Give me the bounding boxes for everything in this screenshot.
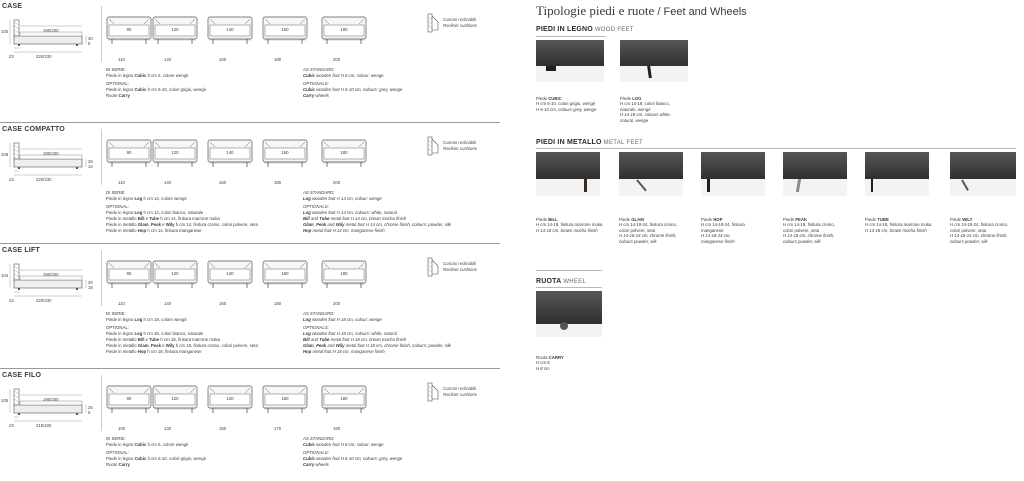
overall-width-label: 190	[333, 426, 341, 431]
overall-width-label: 170	[274, 426, 282, 431]
bed-top-view-180	[321, 260, 371, 294]
mattress-width-label: 90	[126, 271, 132, 276]
recliner-cushion-icon	[427, 257, 441, 282]
overall-width-label: 110	[118, 57, 125, 62]
mattress-width-label: 90	[126, 150, 132, 155]
bed-profile-diagram	[1, 141, 96, 187]
bed-top-view-140	[207, 260, 257, 294]
total-width-label: 215/225	[36, 423, 52, 428]
wily-caption: Piede WILY H cm 14-18-24, finitura cromo, colori polvere, seta H 14-18-24 cm, chrome finish, colours powder, silk	[950, 217, 1009, 244]
foot-height-label: 6	[88, 410, 91, 415]
cushion-label-en: Recliner cushions	[443, 267, 477, 272]
side-height-label: 25	[88, 159, 93, 164]
mattress-width-label: 140	[226, 27, 234, 32]
section-case-lift	[0, 243, 500, 368]
total-width-label: 220/230	[36, 54, 52, 59]
mattress-width-label: 180	[340, 271, 348, 276]
mattress-width-label: 140	[226, 271, 234, 276]
overall-width-label: 180	[274, 180, 282, 185]
section-case-compatto	[0, 122, 500, 243]
notes-italian: DI SERIE: Piede in legno Cubic h cm 6, colore wengè OPTIONAL: Piede in legno Cubic h cm 6-10, colori grigio, wengè Ruote Carry	[106, 67, 207, 98]
foot-height-label: 18	[88, 285, 93, 290]
bed-top-view-180	[321, 385, 371, 419]
total-width-label: 220/230	[36, 298, 52, 303]
mattress-width-label: 160	[281, 396, 289, 401]
notes-italian: DI SERIE: Piede in legno Log h cm 18, colore wengè OPTIONAL: Piede in legno Log h cm 18, colori bianco, naturale Piede in metallo Bill e Tube h cm 18, finitura marrone moka Piede in metallo Glam, Peak e Wily h cm 18, finitura cromo, colori polvere, seta Piede in metallo Hop h cm 18, finitura manganese	[106, 311, 258, 354]
mattress-width-label: 120	[171, 27, 179, 32]
mattress-width-label: 140	[226, 150, 234, 155]
glam-caption: Piede GLAM H cm 14-18-24, finitura cromo, colori polvere, seta H 14-18-24 cm, chrome finish, colours powder, silk	[619, 217, 678, 244]
foot-offset-label: 23	[9, 298, 14, 303]
cushion-label-en: Recliner cushions	[443, 23, 477, 28]
notes-english: AS STANDARD: Cubic wooden foot H 6 cm, colour: wenge OPTIONALS: Cubic wooden foot H 6-10 cm, colours: grey, wenge Carry wheels	[303, 436, 403, 467]
metal-feet-heading: PIEDI IN METALLO METAL FEET	[536, 139, 643, 146]
mattress-width-label: 180	[340, 396, 348, 401]
total-width-label: 220/230	[36, 177, 52, 182]
bed-top-view-180	[321, 139, 371, 173]
cushion-label-it: Cuscini reclinabili	[443, 261, 477, 266]
recliner-cushion-icon	[427, 136, 441, 161]
bill-foot-photo	[536, 152, 600, 196]
overall-width-label: 200	[333, 180, 341, 185]
mattress-width-label: 120	[171, 396, 179, 401]
notes-italian: DI SERIE: Piede in legno Log h cm 14, colore wengè OPTIONAL: Piede in legno Log h cm 14, colori bianco, naturale Piede in metallo Bill e Tube h cm 14, finitura marrone moka Piede in metallo Glam, Peak e Wily h cm 14, finitura cromo, colori polvere, seta Piede in metallo Hop h cm 14, finitura manganese	[106, 190, 258, 233]
mattress-size-label: 190/200	[43, 397, 59, 402]
wood-feet-heading: PIEDI IN LEGNO WOOD FEET	[536, 26, 634, 33]
recliner-cushion-icon	[427, 13, 441, 38]
mattress-size-label: 190/200	[43, 28, 59, 33]
profile-height-label: 105	[1, 29, 9, 34]
section-title: CASE COMPATTO	[2, 126, 65, 133]
side-height-label: 20	[88, 280, 93, 285]
peak-foot-photo	[783, 152, 847, 196]
bed-top-view-120	[152, 385, 202, 419]
bed-profile-diagram	[1, 18, 96, 64]
overall-width-label: 160	[219, 301, 227, 306]
hop-caption: Piede HOP H cm 14-18-24, finitura manganese H 14-18-24 cm, manganese finish	[701, 217, 745, 244]
wheel-heading: RUOTA WHEEL	[536, 278, 587, 285]
wily-foot-photo	[950, 152, 1016, 196]
carry-wheel-photo	[536, 291, 602, 337]
bed-top-view-90	[106, 260, 156, 294]
cubic-foot-photo	[536, 40, 604, 82]
mattress-width-label: 90	[126, 396, 132, 401]
mattress-width-label: 180	[340, 27, 348, 32]
bed-profile-diagram	[1, 387, 96, 433]
side-height-label: 30	[88, 36, 93, 41]
mattress-width-label: 180	[340, 150, 348, 155]
bed-top-view-120	[152, 139, 202, 173]
overall-width-label: 140	[164, 57, 172, 62]
bed-top-view-180	[321, 16, 371, 50]
divider	[101, 375, 102, 431]
overall-width-label: 110	[118, 301, 125, 306]
bill-caption: Piede BILL H cm 14-18, finitura marrone moka H 14-18 cm, brown mocha finish	[536, 217, 603, 233]
foot-height-label: 14	[88, 164, 93, 169]
bed-top-view-160	[262, 139, 312, 173]
divider	[101, 250, 102, 306]
overall-width-label: 160	[219, 57, 227, 62]
divider	[536, 287, 602, 288]
foot-offset-label: 23	[9, 54, 14, 59]
cushion-label-en: Recliner cushions	[443, 146, 477, 151]
cubic-caption: Piede CUBIC H cm 6-10, colori grigio, wengè H 6-10 cm, colours grey, wenge	[536, 96, 597, 112]
log-caption: Piede LOG H cm 14-18, colori bianco, naturale, wengè H 14-18 cm, colours white, natural, wenge	[620, 96, 671, 123]
overall-width-label: 150	[219, 426, 227, 431]
mattress-width-label: 160	[281, 271, 289, 276]
peak-caption: Piede PEAK H cm 14-18, finitura cromo, colori polvere, seta H 14-18 cm, chrome finish, colours powder, silk	[783, 217, 835, 244]
section-case-filo	[0, 368, 500, 481]
mattress-width-label: 160	[281, 150, 289, 155]
bed-top-view-140	[207, 385, 257, 419]
overall-width-label: 180	[274, 301, 282, 306]
carry-caption: Ruota CARRY H cm 8 H 8 cm	[536, 355, 564, 371]
divider	[101, 129, 102, 185]
tube-foot-photo	[865, 152, 929, 196]
section-title: CASE FILO	[2, 372, 42, 379]
overall-width-label: 180	[274, 57, 282, 62]
profile-height-label: 104	[1, 273, 9, 278]
bed-top-view-90	[106, 385, 156, 419]
page-title: Tipologie piedi e ruote / Feet and Wheels	[536, 3, 747, 18]
section-title: CASE LIFT	[2, 247, 40, 254]
cushion-label-it: Cuscini reclinabili	[443, 17, 477, 22]
overall-width-label: 200	[333, 301, 341, 306]
overall-width-label: 160	[219, 180, 227, 185]
bed-top-view-120	[152, 16, 202, 50]
overall-width-label: 140	[164, 180, 172, 185]
bed-top-view-140	[207, 139, 257, 173]
mattress-size-label: 190/200	[43, 151, 59, 156]
bed-top-view-90	[106, 16, 156, 50]
bed-top-view-160	[262, 16, 312, 50]
divider	[536, 270, 602, 271]
bed-top-view-160	[262, 385, 312, 419]
bed-profile-diagram	[1, 262, 96, 308]
mattress-width-label: 120	[171, 271, 179, 276]
side-height-label: 25	[88, 405, 93, 410]
hop-foot-photo	[701, 152, 765, 196]
cushion-label-it: Cuscini reclinabili	[443, 386, 477, 391]
foot-height-label: 6	[88, 41, 91, 46]
bed-top-view-140	[207, 16, 257, 50]
notes-english: AS STANDARD: Cubic wooden foot H 6 cm, colour: wenge OPTIONALS: Cubic wooden foot H 6-10 cm, colours: grey, wenge Carry wheels	[303, 67, 403, 98]
profile-height-label: 105	[1, 398, 9, 403]
section-title: CASE	[2, 3, 23, 10]
notes-english: AS STANDARD: Log wooden foot H 14 cm, colour: wenge OPTIONALS: Log wooden foot H 14 cm, colours: white, natural Bill and Tube metal foot H 14 cm, brown mocha finish Glam, Peak and Wily metal foot H 14 cm, chrome finish, colours: powder, silk Hop metal foot H 14 cm, manganese finish	[303, 190, 451, 233]
overall-width-label: 130	[164, 426, 172, 431]
foot-offset-label: 23	[9, 423, 14, 428]
mattress-width-label: 160	[281, 27, 289, 32]
divider	[536, 36, 606, 37]
notes-italian: DI SERIE: Piede in legno Cubic h cm 6, colore wengè OPTIONAL: Piede in legno Cubic h cm 6-10, colori grigio, wengè Ruote Carry	[106, 436, 207, 467]
mattress-width-label: 90	[126, 27, 132, 32]
overall-width-label: 110	[118, 180, 125, 185]
glam-foot-photo	[619, 152, 683, 196]
mattress-width-label: 120	[171, 150, 179, 155]
overall-width-label: 140	[164, 301, 172, 306]
profile-height-label: 108	[1, 152, 9, 157]
log-foot-photo	[620, 40, 688, 82]
overall-width-label: 100	[118, 426, 126, 431]
divider	[101, 6, 102, 62]
cushion-label-it: Cuscini reclinabili	[443, 140, 477, 145]
cushion-label-en: Recliner cushions	[443, 392, 477, 397]
notes-english: AS STANDARD: Log wooden foot H 18 cm, colour: wenge OPTIONALS: Log wooden foot H 18 cm, colours: white, natural Bill and Tube metal foot H 18 cm, brown mocha finish Glam, Peak and Wily metal foot H 18 cm, chrome finish, colours: powder, silk Hop metal foot H 18 cm, manganese finish	[303, 311, 451, 354]
overall-width-label: 200	[333, 57, 341, 62]
bed-top-view-90	[106, 139, 156, 173]
bed-top-view-120	[152, 260, 202, 294]
mattress-size-label: 190/200	[43, 272, 59, 277]
mattress-width-label: 140	[226, 396, 234, 401]
bed-top-view-160	[262, 260, 312, 294]
tube-caption: Piede TUBE H cm 14-18, finitura marrone moka H 14-18 cm, brown mocha finish	[865, 217, 932, 233]
recliner-cushion-icon	[427, 382, 441, 407]
foot-offset-label: 23	[9, 177, 14, 182]
section-case	[0, 0, 500, 122]
divider	[536, 148, 1016, 149]
